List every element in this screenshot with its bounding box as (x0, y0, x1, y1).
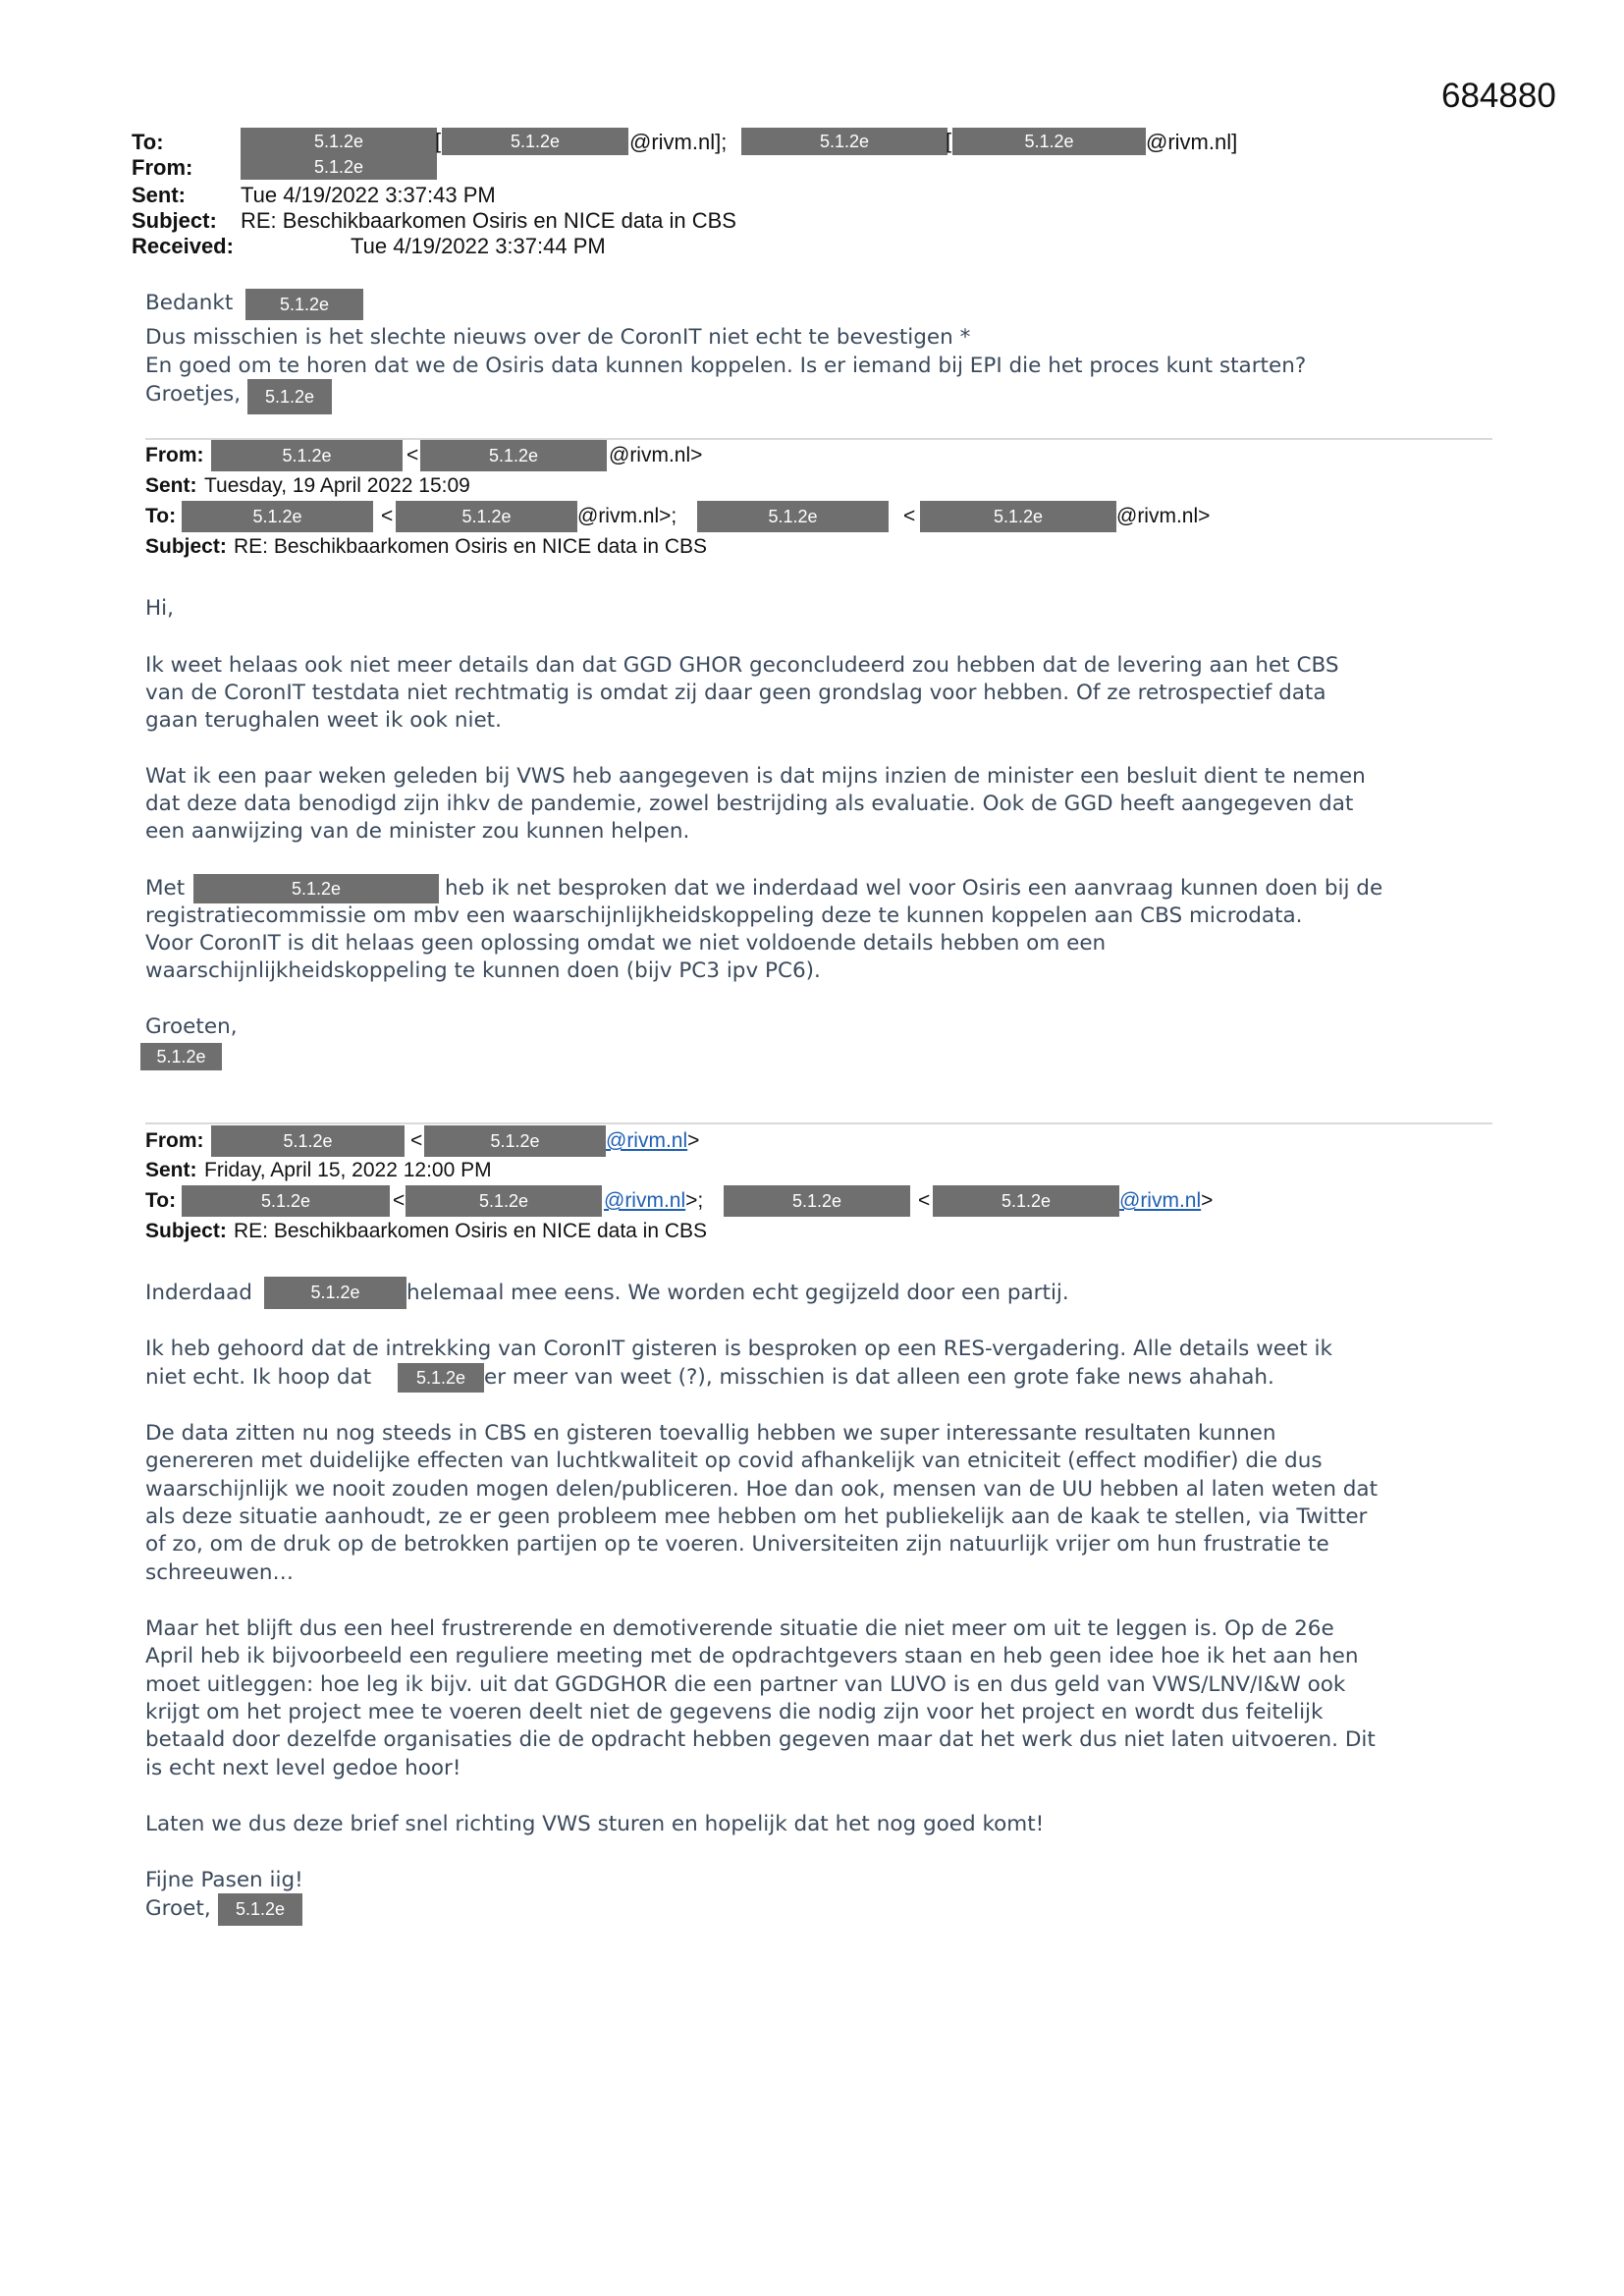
email-domain[interactable]: @rivm.nl (606, 1129, 688, 1152)
header-subject-label: Subject: (132, 208, 217, 233)
redaction-box: 5.1.2e (182, 501, 373, 532)
quote-semi: >; (685, 1189, 704, 1212)
quote-email-link[interactable] (604, 1189, 703, 1213)
redaction-box: 5.1.2e (182, 1185, 390, 1217)
quote-email-link[interactable] (606, 1129, 699, 1153)
header-to-domain: @rivm.nl] (1146, 130, 1238, 154)
quote-paragraph-line: moet uitleggen: hoe leg ik bijv. uit dat GGDGHOR die een partner van LUVO is en dus geld van VWS/LNV/I&W ook (145, 1672, 1346, 1697)
quote-to-domain: @rivm.nl>; (577, 505, 677, 527)
quote-lt: < (406, 444, 419, 466)
redaction-box: 5.1.2e (245, 289, 363, 320)
redaction-box: 5.1.2e (140, 1043, 222, 1070)
quote-paragraph-line: heb ik net besproken dat we inderdaad wel voor Osiris een aanvraag kunnen doen bij de (445, 876, 1383, 901)
header-from-label: From: (132, 155, 193, 180)
header-to-domain: @rivm.nl]; (629, 130, 728, 154)
quote-paragraph-line: van de CoronIT testdata niet rechtmatig is omdat zij daar geen grondslag voor hebben. Of ze retrospectief data (145, 681, 1326, 705)
header-bracket: [ (435, 129, 442, 153)
quote-gt: > (1201, 1189, 1214, 1212)
quote-gt: > (687, 1129, 700, 1152)
redaction-box: 5.1.2e (424, 1125, 606, 1157)
quote-paragraph-line: er meer van weet (?), misschien is dat alleen een grote fake news ahahah. (484, 1365, 1274, 1390)
redaction-box: 5.1.2e (420, 440, 607, 471)
quote-to-label: To: (145, 505, 177, 527)
redaction-box: 5.1.2e (933, 1185, 1119, 1217)
quote-to-label: To: (145, 1189, 177, 1212)
quote-paragraph-start: Inderdaad (145, 1281, 252, 1305)
quote-lt: < (903, 505, 916, 527)
quote-from-domain: @rivm.nl> (609, 444, 703, 466)
reply-sign: Groetjes, (145, 382, 242, 407)
quote-paragraph-line: April heb ik bijvoorbeeld een reguliere meeting met de opdrachtgevers staan en heb geen idee hoe ik het aan hen (145, 1644, 1359, 1668)
header-sent: Tue 4/19/2022 3:37:43 PM (241, 183, 496, 207)
quote-paragraph-line: De data zitten nu nog steeds in CBS en gisteren toevallig hebben we super interessante resultaten kunnen (145, 1421, 1276, 1446)
quote-sign: Groeten, (145, 1014, 238, 1039)
quote-paragraph-line: Voor CoronIT is dit helaas geen oplossing omdat we niet voldoende details hebben om een (145, 931, 1107, 956)
quote-to-domain: @rivm.nl> (1116, 505, 1211, 527)
redaction-box: 5.1.2e (442, 128, 628, 155)
quote-lt: < (918, 1189, 931, 1212)
quote-paragraph-line: niet echt. Ik hoop dat (145, 1365, 372, 1390)
quote-paragraph-line: genereren met duidelijke effecten van luchtkwaliteit op covid afhankelijk van etniciteit (effect modifier) die dus (145, 1449, 1323, 1473)
quote-paragraph-line: betaald door dezelfde organisaties die de opdracht hebben gegeven maar dat het werk dus niet laten uitvoeren. Dit (145, 1727, 1376, 1752)
redaction-box: 5.1.2e (241, 128, 437, 155)
redaction-box: 5.1.2e (211, 440, 403, 471)
document-number: 684880 (1441, 77, 1556, 115)
quote-paragraph-line: waarschijnlijkheidskoppeling te kunnen doen (bijv PC3 ipv PC6). (145, 958, 821, 983)
reply-line: En goed om te horen dat we de Osiris data kunnen koppelen. Is er iemand bij EPI die het proces kunt starten? (145, 354, 1307, 378)
redaction-box: 5.1.2e (741, 128, 947, 155)
header-received-label: Received: (132, 234, 234, 258)
quote-email-link[interactable] (1119, 1189, 1213, 1213)
header-sent-label: Sent: (132, 183, 186, 207)
quote-paragraph-line: Fijne Pasen iig! (145, 1868, 303, 1892)
reply-line: Dus misschien is het slechte nieuws over de CoronIT niet echt te bevestigen * (145, 325, 971, 350)
redaction-box: 5.1.2e (406, 1185, 602, 1217)
quote-paragraph-start: Met (145, 876, 186, 901)
quote-paragraph-line: Laten we dus deze brief snel richting VWS sturen en hopelijk dat het nog goed komt! (145, 1812, 1045, 1836)
redaction-box: 5.1.2e (193, 874, 439, 903)
quote-lt: < (393, 1189, 406, 1212)
quote-sent-label: Sent: (145, 474, 197, 497)
separator-line (145, 1122, 1492, 1124)
quote-paragraph-line: is echt next level gedoe hoor! (145, 1756, 461, 1780)
quote-sent: Friday, April 15, 2022 12:00 PM (204, 1159, 492, 1181)
quote-paragraph-line: waarschijnlijk we nooit zouden mogen delen/publiceren. Hoe dan ook, mensen van de UU hebben al laten weten dat (145, 1477, 1379, 1502)
quote-lt: < (410, 1129, 423, 1152)
quote-paragraph-line: Ik heb gehoord dat de intrekking van CoronIT gisteren is besproken op een RES-vergadering. Alle details weet ik (145, 1337, 1332, 1361)
quote-subject: RE: Beschikbaarkomen Osiris en NICE data in CBS (234, 535, 708, 558)
quote-paragraph-line: Maar het blijft dus een heel frustrerende en demotiverende situatie die niet meer om uit te leggen is. Op de 26e (145, 1616, 1334, 1641)
quote-paragraph-line: Ik weet helaas ook niet meer details dan dat GGD GHOR geconcludeerd zou hebben dat de levering aan het CBS (145, 653, 1339, 678)
redaction-box: 5.1.2e (247, 379, 332, 414)
quote-paragraph-line: of zo, om de druk op de betrokken partijen op te voeren. Universiteiten zijn natuurlijk vrijer om hun frustratie te (145, 1532, 1329, 1557)
redaction-box: 5.1.2e (920, 501, 1116, 532)
quote-from-label: From: (145, 1129, 204, 1152)
quote-from-label: From: (145, 444, 204, 466)
redaction-box: 5.1.2e (952, 128, 1146, 155)
redaction-box: 5.1.2e (241, 154, 437, 180)
header-subject: RE: Beschikbaarkomen Osiris en NICE data in CBS (241, 208, 736, 233)
redaction-box: 5.1.2e (211, 1125, 405, 1157)
quote-greeting: Hi, (145, 596, 174, 621)
redaction-box: 5.1.2e (264, 1277, 406, 1309)
redaction-box: 5.1.2e (398, 1363, 484, 1393)
quote-lt: < (381, 505, 394, 527)
quote-paragraph-line: helemaal mee eens. We worden echt gegijzeld door een partij. (406, 1281, 1069, 1305)
quote-sent-label: Sent: (145, 1159, 197, 1181)
header-received: Tue 4/19/2022 3:37:44 PM (351, 234, 606, 258)
quote-paragraph-line: gaan terughalen weet ik ook niet. (145, 708, 502, 733)
email-domain[interactable]: @rivm.nl (604, 1189, 686, 1212)
email-domain[interactable]: @rivm.nl (1119, 1189, 1202, 1212)
quote-subject-label: Subject: (145, 1220, 227, 1242)
quote-paragraph-line: Wat ik een paar weken geleden bij VWS heb aangegeven is dat mijns inzien de minister een besluit dient te nemen (145, 764, 1366, 789)
quote-paragraph-line: krijgt om het project mee te voeren deelt niet de gegevens die nodig zijn voor het project en wordt dus feitelijk (145, 1700, 1324, 1724)
header-to-label: To: (132, 130, 164, 154)
reply-thanks: Bedankt (145, 291, 234, 315)
quote-sent: Tuesday, 19 April 2022 15:09 (204, 474, 470, 497)
redaction-box: 5.1.2e (218, 1893, 302, 1926)
quote-subject: RE: Beschikbaarkomen Osiris en NICE data in CBS (234, 1220, 708, 1242)
quote-subject-label: Subject: (145, 535, 227, 558)
redaction-box: 5.1.2e (396, 501, 577, 532)
quote-paragraph-line: dat deze data benodigd zijn ihkv de pandemie, zowel bestrijding als evaluatie. Ook de GGD heeft aangegeven dat (145, 792, 1354, 816)
quote-sign: Groet, (145, 1896, 211, 1921)
header-bracket: [ (946, 129, 952, 153)
redaction-box: 5.1.2e (697, 501, 889, 532)
quote-paragraph-line: schreeuwen… (145, 1560, 295, 1585)
quote-paragraph-line: een aanwijzing van de minister zou kunnen helpen. (145, 819, 690, 844)
quote-paragraph-line: als deze situatie aanhoudt, ze er geen probleem mee hebben om het publiekelijk aan de kaak te stellen, via Twitter (145, 1504, 1368, 1529)
redaction-box: 5.1.2e (724, 1185, 910, 1217)
quote-paragraph-line: registratiecommissie om mbv een waarschijnlijkheidskoppeling deze te kunnen koppelen aan CBS microdata. (145, 903, 1303, 928)
